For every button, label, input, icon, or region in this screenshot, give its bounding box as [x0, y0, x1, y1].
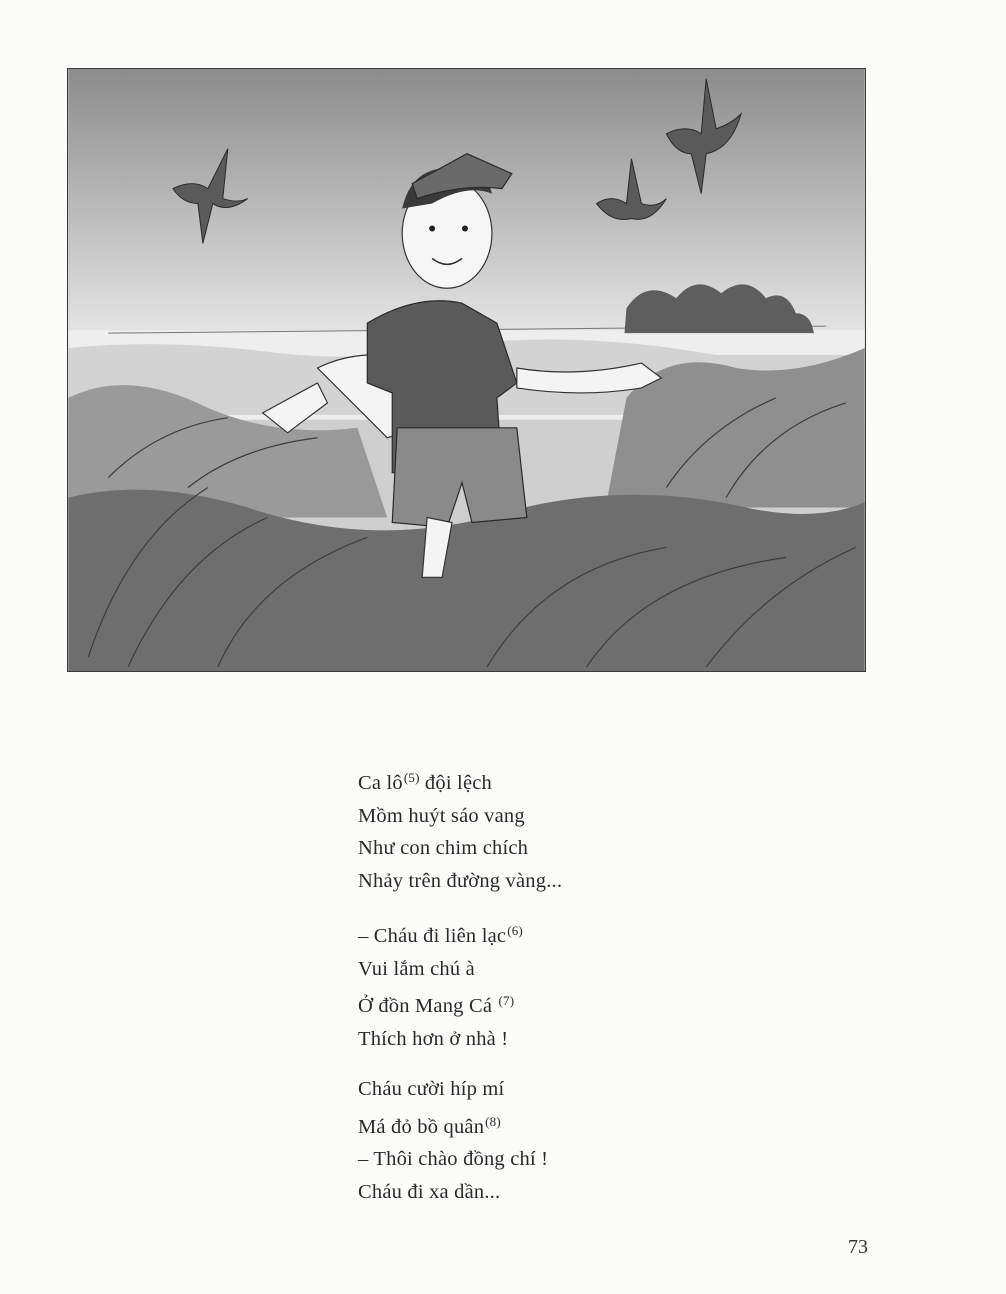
line-text: Ca lô [358, 772, 403, 794]
poem-line: Vui lắm chú à [358, 957, 475, 980]
stanza [358, 1073, 562, 1208]
poem-line: Như con chim chích [358, 837, 529, 859]
poem-line: – Thôi chào đồng chí ! [358, 1148, 549, 1170]
line-text: Má đỏ bồ quân [358, 1115, 485, 1138]
footnote-marker: (6) [507, 923, 523, 938]
stanza [358, 762, 562, 897]
poem-line [358, 1106, 562, 1144]
line-text: – Cháu đi liên lạc [358, 925, 507, 947]
footnote-marker: (5) [403, 770, 420, 785]
poem-line: Mồm huýt sáo vang [358, 804, 525, 827]
poem-line: Cháu đi xa dần... [358, 1180, 501, 1203]
grass-foreground [68, 490, 864, 671]
stanza [358, 915, 562, 1055]
poem-line: Nhảy trên đường vàng... [358, 869, 563, 892]
line-text-continued: đội lệch [419, 772, 492, 794]
poem-line: Thích hơn ở nhà ! [358, 1027, 509, 1050]
poem-line [358, 915, 562, 953]
poem-line [358, 985, 562, 1023]
line-text: Ở đồn Mang Cá [358, 995, 498, 1017]
poem [358, 762, 562, 1226]
page-number: 73 [848, 1236, 868, 1258]
footnote-marker: (7) [498, 993, 515, 1008]
illustration-boy-in-grass-field [67, 68, 866, 672]
poem-line [358, 762, 562, 800]
footnote-marker: (8) [485, 1113, 501, 1129]
illustration-drawing [68, 69, 865, 671]
poem-line: Cháu cười híp mí [358, 1078, 505, 1100]
